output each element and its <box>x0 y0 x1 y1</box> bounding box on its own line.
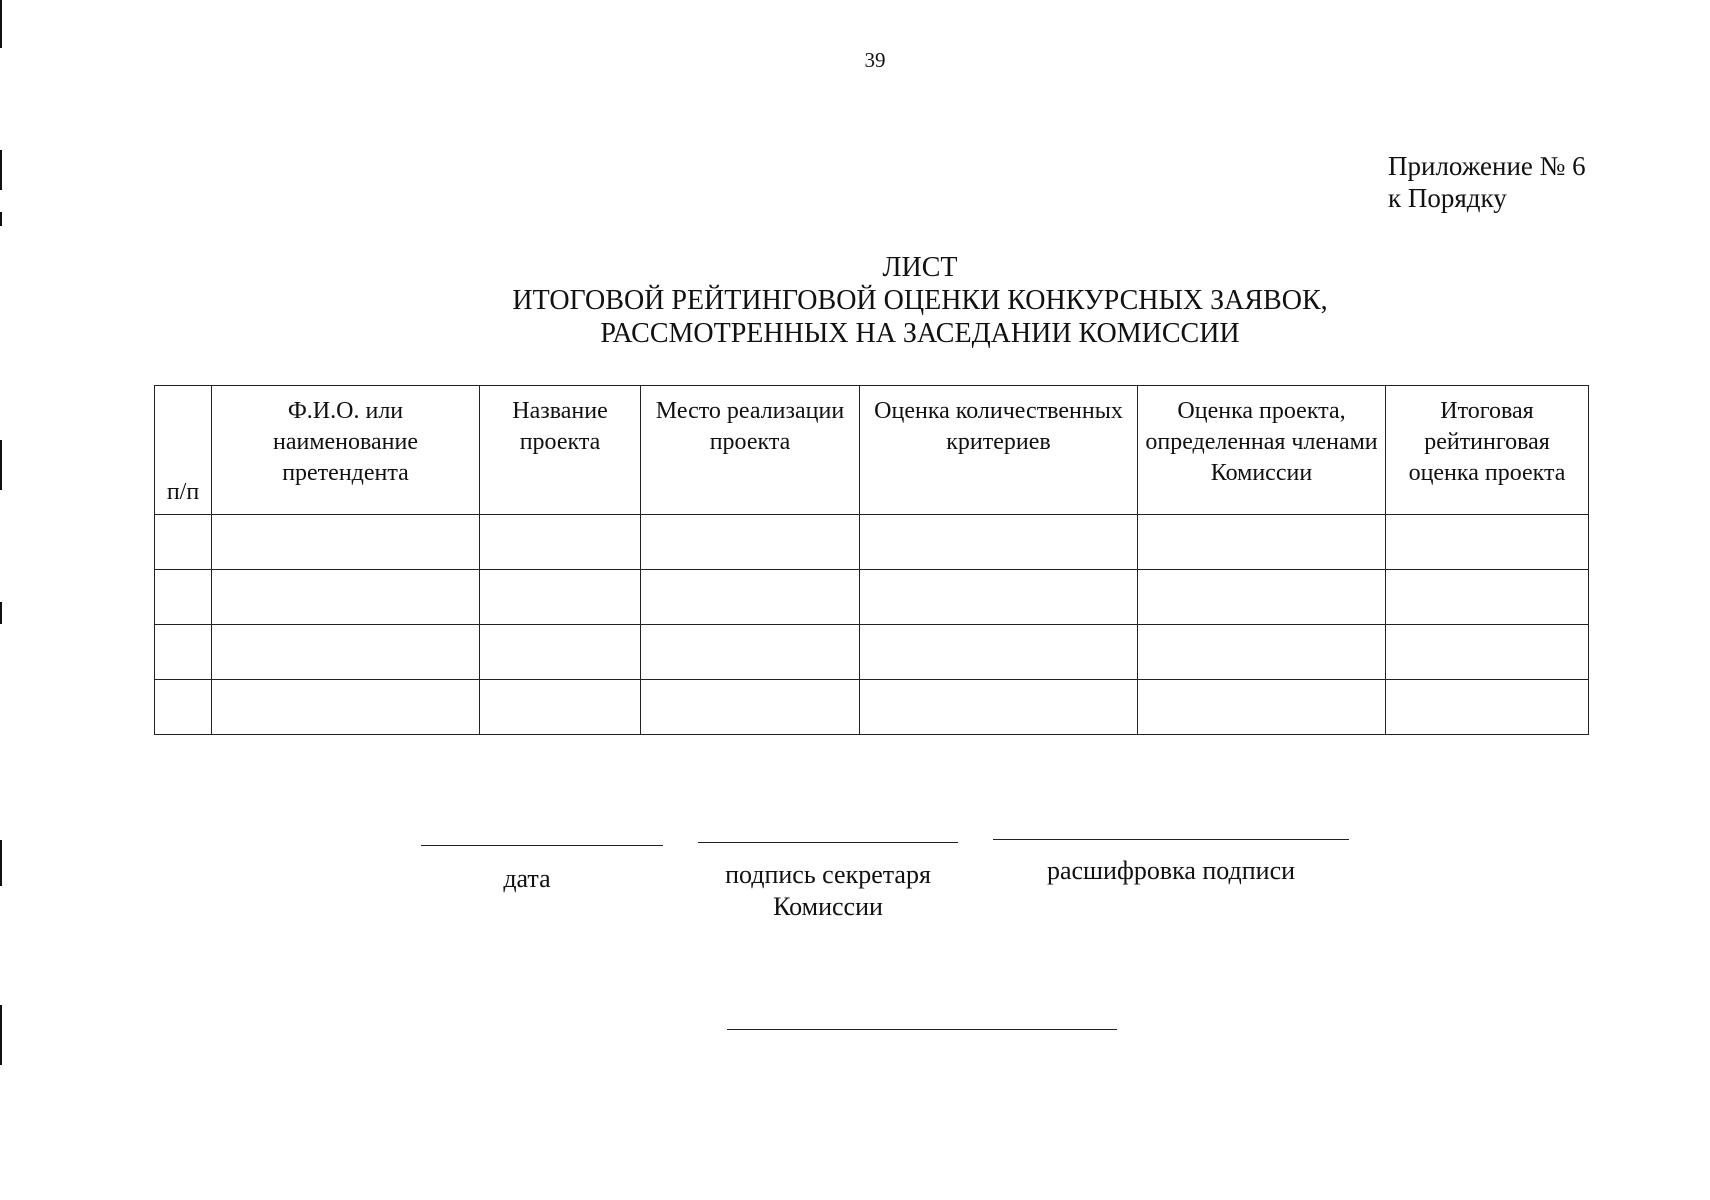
column-header-quantitative-score: Оценка количественных критериев <box>860 386 1138 515</box>
page-number: 39 <box>864 48 886 72</box>
table-cell <box>1138 570 1386 625</box>
column-header-number: п/п <box>155 386 212 515</box>
table-cell <box>1386 515 1589 570</box>
appendix-reference <box>1388 150 1586 214</box>
title-line-2: ИТОГОВОЙ РЕЙТИНГОВОЙ ОЦЕНКИ КОНКУРСНЫХ ЗАЯВОК, <box>512 285 1328 316</box>
table-cell <box>1138 515 1386 570</box>
table-cell <box>1386 680 1589 735</box>
table-cell <box>480 570 641 625</box>
table-cell <box>212 515 480 570</box>
table-cell <box>860 625 1138 680</box>
table-cell <box>641 625 860 680</box>
title-line-1: ЛИСТ <box>882 252 958 283</box>
table-cell <box>1138 625 1386 680</box>
scan-margin-mark <box>0 212 2 226</box>
table-cell <box>212 680 480 735</box>
table-header-row <box>155 386 1589 515</box>
column-header-applicant: Ф.И.О. или наименование претендента <box>212 386 480 515</box>
table-cell <box>155 680 212 735</box>
document-title <box>0 251 1710 350</box>
decoding-label: расшифровка подписи <box>1046 856 1296 885</box>
table-cell <box>212 625 480 680</box>
table-cell <box>860 680 1138 735</box>
table-cell <box>641 515 860 570</box>
table-cell <box>155 570 212 625</box>
decoding-line <box>993 839 1349 840</box>
column-header-location: Место реализации проекта <box>641 386 860 515</box>
scan-margin-mark <box>0 840 2 886</box>
date-label: дата <box>503 864 551 893</box>
table-cell <box>1138 680 1386 735</box>
table-row <box>155 515 1589 570</box>
table-cell <box>1386 625 1589 680</box>
table-cell <box>480 625 641 680</box>
table-row <box>155 680 1589 735</box>
column-header-commission-score: Оценка проекта, определенная членами Комиссии <box>1138 386 1386 515</box>
column-header-project-name: Название проекта <box>480 386 641 515</box>
bottom-signature-line <box>727 1029 1117 1030</box>
column-header-final-score: Итоговая рейтинговая оценка проекта <box>1386 386 1589 515</box>
scan-margin-mark <box>0 1005 2 1065</box>
table-cell <box>860 515 1138 570</box>
signature-line <box>698 842 958 843</box>
table-cell <box>1386 570 1589 625</box>
table-cell <box>641 680 860 735</box>
scan-margin-mark <box>0 602 2 624</box>
signature-label-line-2: Комиссии <box>773 892 883 921</box>
scan-margin-mark <box>0 440 2 490</box>
table-cell <box>860 570 1138 625</box>
table-cell <box>480 680 641 735</box>
scan-margin-mark <box>0 0 2 48</box>
appendix-line-2: к Порядку <box>1388 183 1507 213</box>
signature-label-line-1: подпись секретаря <box>725 860 931 889</box>
signature-label <box>688 859 968 923</box>
table-cell <box>212 570 480 625</box>
scan-margin-mark <box>0 150 2 190</box>
table-cell <box>641 570 860 625</box>
date-line <box>421 845 663 846</box>
table-cell <box>155 625 212 680</box>
appendix-line-1: Приложение № 6 <box>1388 151 1586 181</box>
table-row <box>155 570 1589 625</box>
table-cell <box>480 515 641 570</box>
rating-table <box>154 385 1589 735</box>
title-line-3: РАССМОТРЕННЫХ НА ЗАСЕДАНИИ КОМИССИИ <box>600 318 1240 349</box>
table-cell <box>155 515 212 570</box>
table-row <box>155 625 1589 680</box>
